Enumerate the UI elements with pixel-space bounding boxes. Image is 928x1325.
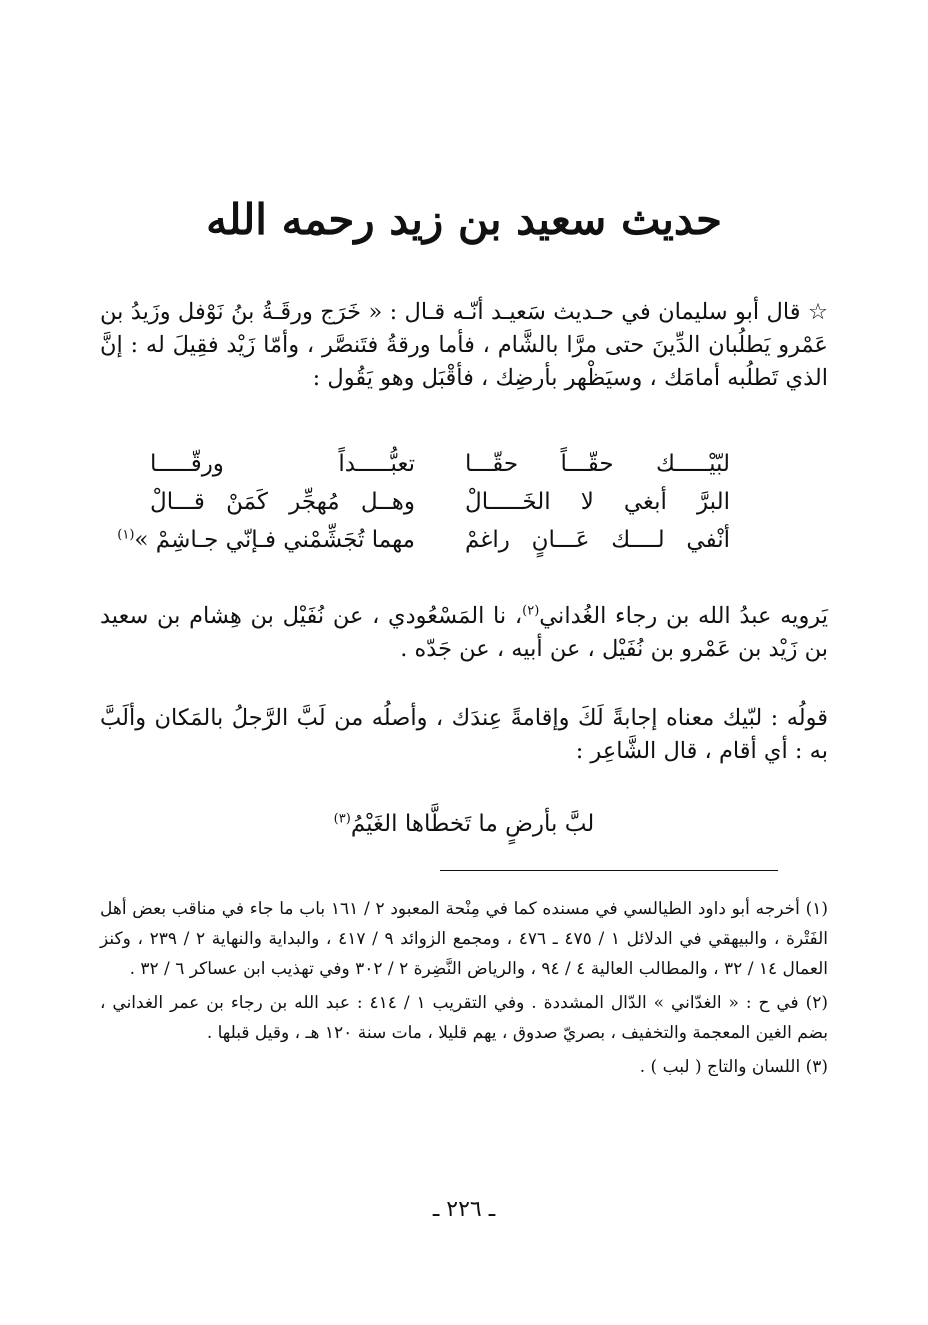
poem-verses: [117, 445, 730, 559]
verse-line: [117, 521, 730, 559]
verse-line: [150, 483, 730, 521]
footnote-divider: [440, 870, 778, 871]
footnotes-section: [100, 894, 828, 1086]
chain-text-a: يَرويه عبدُ الله بن رجاء الغُداني: [539, 603, 828, 629]
verse-first-hemistich: أنْفي لــــك عَـــانٍ راغمْ: [465, 527, 730, 553]
verse-second-hemistich-text: مهما تُجَشِّمْني فـإنّي جـاشِمْ »: [134, 527, 415, 553]
page-number: ـ ٢٢٦ ـ: [432, 1197, 496, 1222]
verse-line: [150, 445, 730, 483]
footnote: (٢) في ح : « الغدّاني » الدّال المشددة . وفي التقريب ١ / ٤١٤ : عبد الله بن رجاء بن عمر الغداني ، بضم الغين المعجمة والتخفيف ، بصريّ صدوق ، يهم قليلا ، مات سنة ١٢٠ هـ ، وقيل قبلها .: [100, 993, 828, 1043]
verse-first-hemistich: لبّيْـــــك حقّـــاً حقّـــا: [465, 451, 730, 477]
explanation-paragraph: قولُه : لبّيك معناه إجابةً لَكَ وإقامةً عِندَك ، وأصلُه من لَبَّ الرَّجلُ بالمَكان وألَبَّ به : أي أقام ، قال الشَّاعِر :: [100, 705, 828, 764]
chain-paragraph: [100, 600, 828, 666]
poetry-quote: [0, 806, 928, 842]
footnote-marker: (١): [117, 527, 135, 543]
footnote-marker: (٢): [522, 603, 540, 619]
chain-text-b: ، نا المَسْعُودي ، عن نُفَيْل بن هِشام بن سعيد بن زَيْد بن عَمْرو بن نُفَيْل ، عن أبيه ، عن جَدّه .: [100, 603, 828, 662]
poetry-quote-text: لبَّ بأرضٍ ما تَخطَّاها الغَيْمُ: [350, 811, 595, 837]
footnote: (١) أخرجه أبو داود الطيالسي في مسنده كما في مِنْحة المعبود ٢ / ١٦١ باب ما جاء في مناقب بعض أهل الفَتْرة ، والبيهقي في الدلائل ١ / ٤٧٥ ـ ٤٧٦ ، ومجمع الزوائد ٩ / ٤١٧ ، والبداية والنهاية ٢ / ٢٣٩ ، وكنز العمال ١٤ / ٣٢ ، والمطالب العالية ٤ / ٩٤ ، والرياض النَّضِرة ٢ / ٣٠٢ وفي تهذيب ابن عساكر ٦ / ٣٢ .: [100, 899, 828, 979]
verse-second-hemistich: وهــل مُهجِّر كَمَنْ قـــالْ: [150, 489, 415, 515]
chapter-title: حديث سعيد بن زيد رحمه الله: [206, 195, 722, 244]
verse-first-hemistich: البرَّ أبغي لا الخَـــــالْ: [465, 489, 730, 515]
footnote: (٣) اللسان والتاج ( لبب ) .: [639, 1057, 828, 1077]
footnote-marker: (٣): [333, 811, 351, 827]
intro-paragraph: ☆ قال أبو سليمان في حـديث سَعيـد أنّـه قـال : « خَرَج ورقَـةُ بنُ نَوْفل وزَيدُ بن عَمْرو يَطلُبان الدِّينَ حتى مرَّا بالشَّام ، فأما ورقةُ فتَنصَّر ، وأمّا زَيْد فقِيلَ له : إنَّ الذي تَطلُبه أمامَك ، وسيَظْهر بأرضِك ، فأقْبَل وهو يَقُول :: [100, 299, 828, 391]
verse-second-hemistich: [117, 521, 415, 559]
verse-second-hemistich: تعبُّـــــداً ورقّـــــا: [150, 451, 415, 477]
